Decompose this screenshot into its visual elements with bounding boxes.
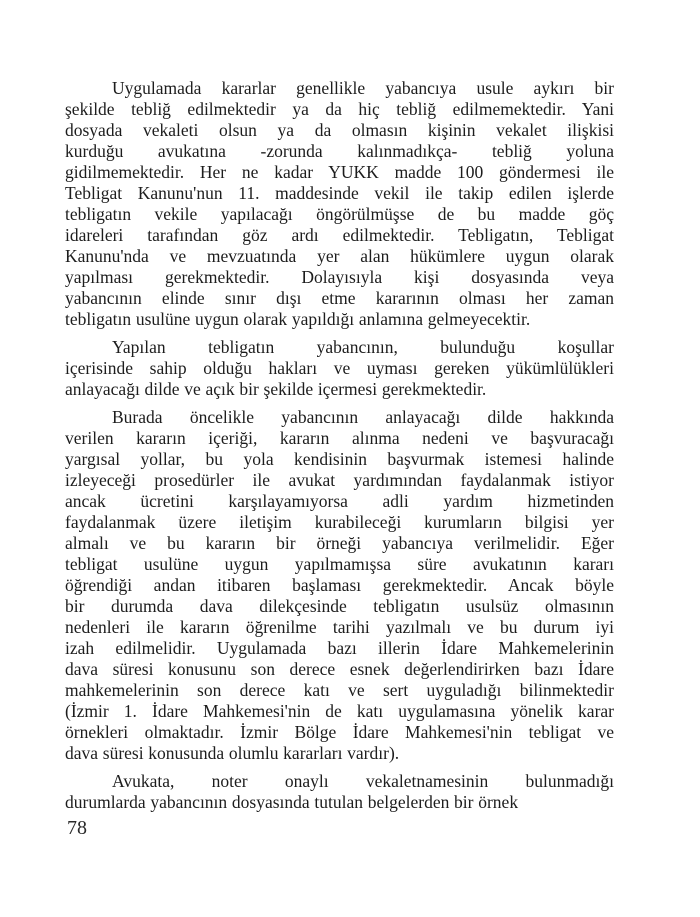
text-line: tebligat usulüne uygun yapılmamışsa süre avukatının kararı bbox=[65, 554, 614, 574]
text-line: gidilmemektedir. Her ne kadar YUKK madde 100 göndermesi ile bbox=[65, 162, 614, 182]
page-number: 78 bbox=[67, 817, 87, 839]
text-line: idareleri tarafından göz ardı edilmektedir. Tebligatın, Tebligat bbox=[65, 225, 614, 245]
text-line: dosyada vekaleti olsun ya da olmasın kişinin vekalet ilişkisi bbox=[65, 120, 614, 140]
text-line: ancak ücretini karşılayamıyorsa adli yardım hizmetinden bbox=[65, 491, 614, 511]
text-line: faydalanmak üzere iletişim kurabileceği kurumların bilgisi yer bbox=[65, 512, 614, 532]
text-line: örnekleri olmaktadır. İzmir Bölge İdare Mahkemesi'nin tebligat ve bbox=[65, 722, 614, 742]
paragraph bbox=[65, 771, 614, 813]
text-line: bir durumda dava dilekçesinde tebligatın usulsüz olmasının bbox=[65, 596, 614, 616]
text-line: izah edilmelidir. Uygulamada bazı illerin İdare Mahkemelerinin bbox=[65, 638, 614, 658]
text-line: mahkemelerinin son derece katı ve sert uyguladığı bilinmektedir bbox=[65, 680, 614, 700]
paragraph bbox=[65, 337, 614, 400]
text-line: kurduğu avukatına -zorunda kalınmadıkça- tebliğ yoluna bbox=[65, 141, 614, 161]
text-line: yapılması gerekmektedir. Dolayısıyla kişi dosyasında veya bbox=[65, 267, 614, 287]
text-line: yabancının elinde sınır dışı etme kararının olması her zaman bbox=[65, 288, 614, 308]
text-line: öğrendiği andan itibaren başlaması gerekmektedir. Ancak böyle bbox=[65, 575, 614, 595]
text-line: durumlarda yabancının dosyasında tutulan belgelerden bir örnek bbox=[65, 792, 519, 812]
text-line: anlayacağı dilde ve açık bir şekilde içermesi gerekmektedir. bbox=[65, 379, 487, 399]
text-line: (İzmir 1. İdare Mahkemesi'nin de katı uygulamasına yönelik karar bbox=[65, 701, 614, 721]
text-line: almalı ve bu kararın bir örneği yabancıya verilmelidir. Eğer bbox=[65, 533, 614, 553]
text-line: yargısal yollar, bu yola kendisinin başvurmak istemesi halinde bbox=[65, 449, 614, 469]
paragraph bbox=[65, 78, 614, 330]
text-line: tebligatın vekile yapılacağı öngörülmüşse de bu madde göç bbox=[65, 204, 614, 224]
text-line: Avukata, noter onaylı vekaletnamesinin bulunmadığı bbox=[112, 771, 614, 791]
text-line: tebligatın usulüne uygun olarak yapıldığı anlamına gelmeyecektir. bbox=[65, 309, 531, 329]
text-line: verilen kararın içeriği, kararın alınma nedeni ve başvuracağı bbox=[65, 428, 614, 448]
text-line: Uygulamada kararlar genellikle yabancıya usule aykırı bir bbox=[112, 78, 614, 98]
text-line: içerisinde sahip olduğu hakları ve uyması gereken yükümlülükleri bbox=[65, 358, 614, 378]
text-line: nedenleri ile kararın öğrenilme tarihi yazılmalı ve bu durum iyi bbox=[65, 617, 614, 637]
text-line: dava süresi konusunu son derece esnek değerlendirirken bazı İdare bbox=[65, 659, 614, 679]
text-line: Tebligat Kanunu'nun 11. maddesinde vekil ile takip edilen işlerde bbox=[65, 183, 614, 203]
text-line: Yapılan tebligatın yabancının, bulunduğu koşullar bbox=[112, 337, 614, 357]
text-line: dava süresi konusunda olumlu kararları vardır). bbox=[65, 743, 400, 763]
text-line: şekilde tebliğ edilmektedir ya da hiç tebliğ edilmemektedir. Yani bbox=[65, 99, 614, 119]
text-line: Kanunu'nda ve mevzuatında yer alan hükümlere uygun olarak bbox=[65, 246, 614, 266]
paragraph bbox=[65, 407, 614, 764]
text-line: izleyeceği prosedürler ile avukat yardımından faydalanmak istiyor bbox=[65, 470, 614, 490]
text-line: Burada öncelikle yabancının anlayacağı dilde hakkında bbox=[112, 407, 614, 427]
body-text bbox=[65, 78, 614, 813]
